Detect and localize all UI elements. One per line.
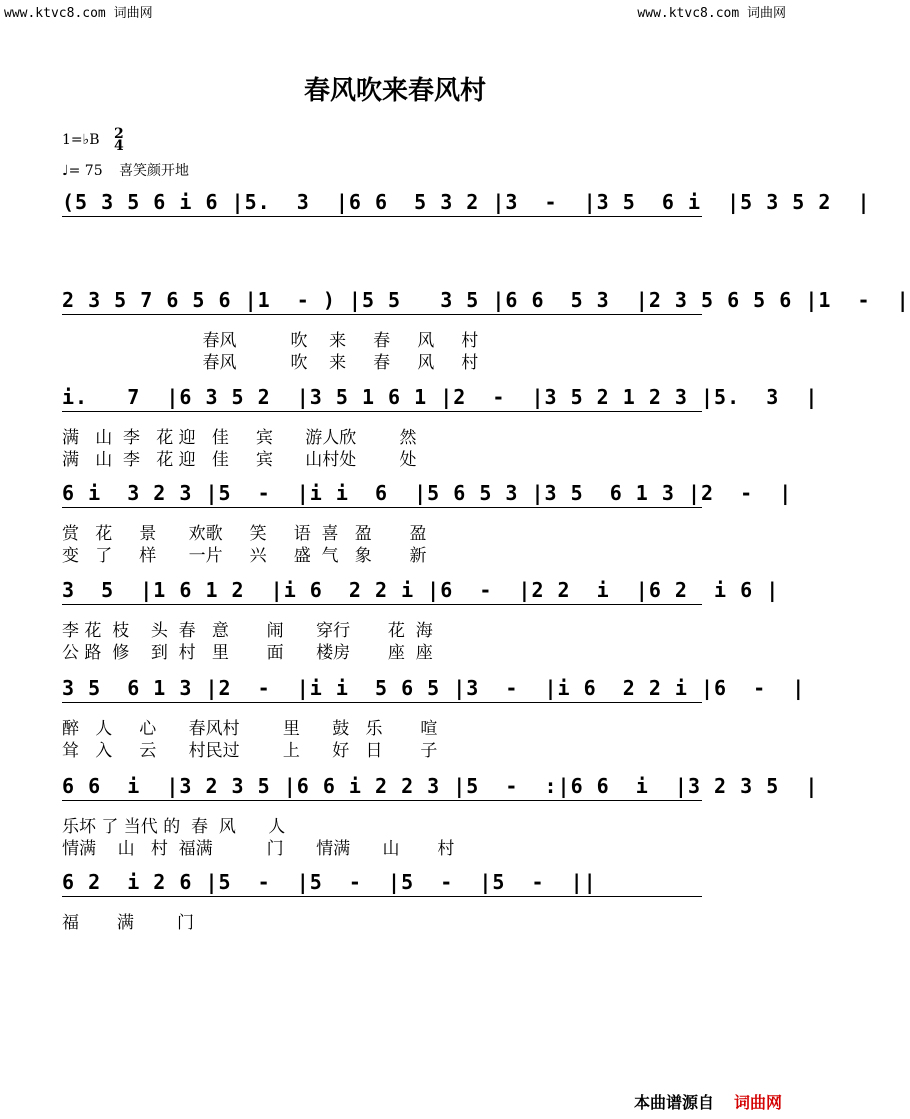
score-row: [62, 186, 871, 230]
lyric-line: 满 山 李 花 迎 佳 宾 游人欣 然: [62, 428, 417, 448]
notation-line: 3 5 6 1 3 |2 - |i i 5 6 5 |3 - |i 6 2 2 i |6 - |: [62, 676, 806, 700]
lyric-line: 公 路 修 到 村 里 面 楼房 座 座: [62, 643, 433, 663]
beam-underline: [62, 411, 702, 412]
footer-brand: 词曲网: [733, 1093, 782, 1112]
beam-underline: [62, 702, 702, 703]
beam-underline: [62, 800, 702, 801]
lyric-line: 情满 山 村 福满 门 情满 山 村: [62, 839, 455, 859]
lyric-line: 春风 吹 来 春 风 村: [62, 353, 479, 373]
score-row: [62, 672, 806, 761]
song-title: 春风吹来春风村: [303, 76, 486, 106]
watermark-left: www.ktvc8.com 词曲网: [4, 6, 153, 21]
score-row: [62, 574, 780, 663]
notation-line: 6 6 i |3 2 3 5 |6 6 i 2 2 3 |5 - :|6 6 i |3 2 3 5 |: [62, 774, 819, 798]
score-row: [62, 866, 732, 933]
key-signature: [62, 128, 124, 152]
score-row: [62, 284, 910, 373]
beam-underline: [62, 216, 702, 217]
notation-line: i. 7 |6 3 5 2 |3 5 1 6 1 |2 - |3 5 2 1 2 3 |5. 3 |: [62, 385, 819, 409]
time-sig-bottom: 4: [113, 138, 124, 154]
notation-line: 6 2 i 2 6 |5 - |5 - |5 - |5 - ||: [62, 870, 597, 894]
score-row: [62, 381, 819, 470]
score-row: [62, 477, 793, 566]
lyric-line: 李 花 枝 头 春 意 闹 穿行 花 海: [62, 621, 433, 641]
beam-underline: [62, 507, 702, 508]
key-label: 1=♭B: [62, 132, 100, 148]
time-signature: [114, 128, 124, 152]
beam-underline: [62, 896, 702, 897]
beam-underline: [62, 604, 702, 605]
score-row: [62, 770, 819, 859]
notation-line: 3 5 |1 6 1 2 |i 6 2 2 i |6 - |2 2 i |6 2 i 6 |: [62, 578, 780, 602]
time-sig-top: 2: [113, 126, 124, 142]
beam-underline: [62, 314, 702, 315]
expression-mark: 喜笑颜开地: [119, 163, 190, 179]
lyric-line: 乐坏 了 当代 的 春 风 人: [62, 817, 286, 837]
notation-line: 2 3 5 7 6 5 6 |1 - ) |5 5 3 5 |6 6 5 3 |2 3 5 6 5 6 |1 - |: [62, 288, 910, 312]
watermark-right: www.ktvc8.com 词曲网: [637, 6, 786, 21]
tempo-line: [62, 160, 189, 180]
footer-source: 本曲谱源自: [633, 1093, 714, 1112]
lyric-line: 耸 入 云 村民过 上 好 日 子: [62, 741, 438, 761]
lyric-line: 春风 吹 来 春 风 村: [62, 331, 479, 351]
tempo-mark: ♩= 75: [62, 163, 103, 179]
notation-line: 6 i 3 2 3 |5 - |i i 6 |5 6 5 3 |3 5 6 1 3 |2 - |: [62, 481, 793, 505]
lyric-line: 满 山 李 花 迎 佳 宾 山村处 处: [62, 450, 417, 470]
notation-line: (5 3 5 6 i 6 |5. 3 |6 6 5 3 2 |3 - |3 5 6 i |5 3 5 2 |: [62, 190, 871, 214]
lyric-line: 变 了 样 一片 兴 盛 气 象 新: [62, 546, 427, 566]
lyric-line: 醉 人 心 春风村 里 鼓 乐 喧: [62, 719, 438, 739]
lyric-line: 福 满 门: [62, 913, 195, 933]
lyric-line: 赏 花 景 欢歌 笑 语 喜 盈 盈: [62, 524, 427, 544]
footer: [634, 1090, 782, 1113]
